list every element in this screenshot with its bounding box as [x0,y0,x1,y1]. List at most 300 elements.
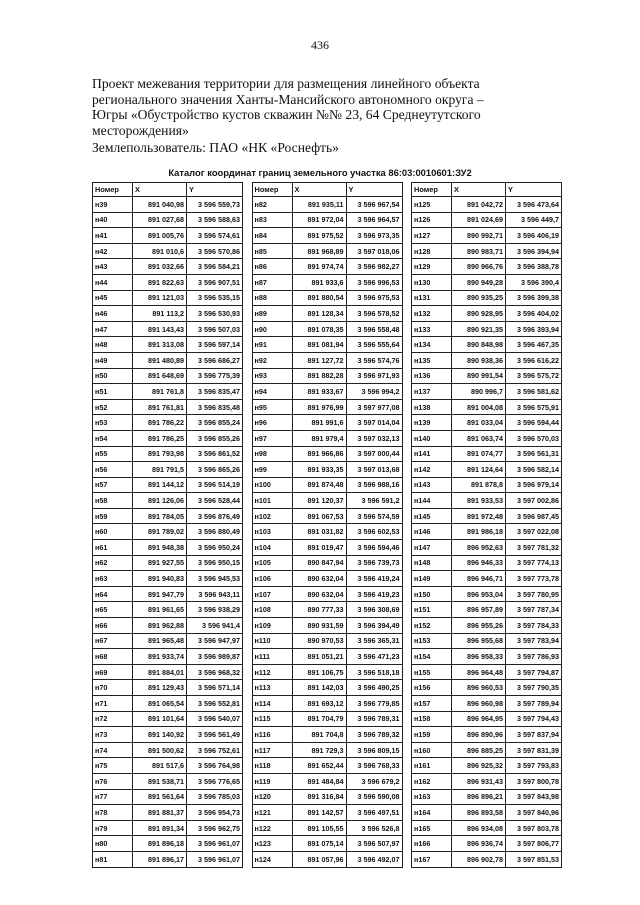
coord-y: 3 596 575,91 [506,399,562,415]
point-number: н141 [412,446,452,462]
point-number: н158 [412,711,452,727]
coord-y: 3 596 941,4 [187,618,243,634]
coord-y: 3 596 964,57 [346,212,402,228]
table-row [93,602,243,618]
coord-y: 3 597 000,44 [346,446,402,462]
coord-y: 3 596 394,49 [346,618,402,634]
table-row [252,430,402,446]
table-row [412,259,562,275]
point-number: н42 [93,243,133,259]
table-row [252,555,402,571]
coord-x: 896 925,32 [452,758,506,774]
table-row [252,602,402,618]
coord-x: 891 948,38 [133,540,187,556]
table-row [412,773,562,789]
table-row [252,633,402,649]
point-number: н145 [412,508,452,524]
point-number: н112 [252,664,292,680]
point-number: н89 [252,306,292,322]
table-row [412,212,562,228]
point-number: н151 [412,602,452,618]
coord-y: 3 596 954,73 [187,805,243,821]
point-number: н105 [252,555,292,571]
coord-y: 3 597 789,94 [506,696,562,712]
coord-x: 896 957,89 [452,602,506,618]
header-line: Проект межевания территории для размещения линейного объекта [92,76,480,91]
coord-x: 891 704,79 [292,711,346,727]
table-row [252,321,402,337]
coord-y: 3 596 861,52 [187,446,243,462]
table-row [252,477,402,493]
point-number: н98 [252,446,292,462]
coord-x: 891 033,04 [452,415,506,431]
table-row [252,337,402,353]
point-number: н106 [252,571,292,587]
table-row [252,524,402,540]
coord-y: 3 596 996,53 [346,274,402,290]
table-row [412,602,562,618]
coord-y: 3 597 787,34 [506,602,562,618]
coord-x: 891 120,37 [292,493,346,509]
coord-y: 3 596 574,59 [346,508,402,524]
coord-y: 3 597 780,95 [506,586,562,602]
point-number: н45 [93,290,133,306]
table-row [252,462,402,478]
coord-x: 891 124,64 [452,462,506,478]
coord-x: 896 896,21 [452,789,506,805]
coord-x: 891 972,04 [292,212,346,228]
coord-y: 3 596 507,97 [346,836,402,852]
coord-y: 3 596 602,53 [346,524,402,540]
coord-y: 3 596 776,65 [187,773,243,789]
coord-y: 3 597 837,94 [506,727,562,743]
coordinate-table [411,182,562,868]
point-number: н138 [412,399,452,415]
coord-y: 3 596 574,76 [346,352,402,368]
point-number: н49 [93,352,133,368]
table-row [93,664,243,680]
coord-x: 896 953,04 [452,586,506,602]
coord-y: 3 596 399,38 [506,290,562,306]
table-row [93,462,243,478]
coord-y: 3 596 945,53 [187,571,243,587]
header-line: месторождения» [92,122,189,138]
point-number: н134 [412,337,452,353]
coord-x: 896 964,48 [452,664,506,680]
table-row [93,212,243,228]
coord-x: 891 063,74 [452,430,506,446]
point-number: н70 [93,680,133,696]
coord-y: 3 596 943,11 [187,586,243,602]
table-row [93,384,243,400]
coord-x: 891 065,54 [133,696,187,712]
table-row [412,540,562,556]
coord-y: 3 596 559,73 [187,197,243,213]
coord-x: 891 786,22 [133,415,187,431]
coord-y: 3 596 950,15 [187,555,243,571]
point-number: н120 [252,789,292,805]
table-row [412,820,562,836]
coord-x: 896 960,98 [452,696,506,712]
coord-y: 3 596 584,21 [187,259,243,275]
point-number: н51 [93,384,133,400]
coordinate-table [252,182,403,868]
table-row [93,197,243,213]
table-row [412,524,562,540]
column-header-x: X [133,183,187,197]
point-number: н136 [412,368,452,384]
coord-y: 3 596 591,2 [346,493,402,509]
point-number: н159 [412,727,452,743]
coord-y: 3 597 014,04 [346,415,402,431]
point-number: н114 [252,696,292,712]
coord-x: 891 975,52 [292,228,346,244]
point-number: н104 [252,540,292,556]
table-row [252,352,402,368]
table-row [252,851,402,867]
coord-x: 891 316,84 [292,789,346,805]
coord-x: 890 935,25 [452,290,506,306]
coord-y: 3 596 588,63 [187,212,243,228]
coord-x: 896 952,63 [452,540,506,556]
coord-x: 896 902,78 [452,851,506,867]
table-row [252,711,402,727]
coord-x: 891 693,12 [292,696,346,712]
point-number: н67 [93,633,133,649]
coord-x: 891 032,66 [133,259,187,275]
coord-x: 896 955,68 [452,633,506,649]
coord-y: 3 597 022,08 [506,524,562,540]
table-row [412,228,562,244]
coord-x: 890 949,28 [452,274,506,290]
coord-y: 3 596 581,62 [506,384,562,400]
coord-x: 890 991,54 [452,368,506,384]
coord-y: 3 596 971,93 [346,368,402,384]
coord-x: 891 974,74 [292,259,346,275]
coord-y: 3 597 786,93 [506,649,562,665]
table-row [412,789,562,805]
coord-y: 3 596 590,08 [346,789,402,805]
coord-x: 891 884,01 [133,664,187,680]
point-number: н162 [412,773,452,789]
table-row [93,274,243,290]
coord-y: 3 596 975,53 [346,290,402,306]
coord-x: 891 966,86 [292,446,346,462]
table-row [412,727,562,743]
coord-x: 891 126,06 [133,493,187,509]
point-number: н107 [252,586,292,602]
point-number: н140 [412,430,452,446]
point-number: н39 [93,197,133,213]
table-row [252,446,402,462]
table-row [93,773,243,789]
table-row [412,399,562,415]
table-row [93,259,243,275]
coord-y: 3 596 492,07 [346,851,402,867]
point-number: н123 [252,836,292,852]
coord-y: 3 596 947,97 [187,633,243,649]
point-number: н156 [412,680,452,696]
coord-y: 3 596 449,7 [506,212,562,228]
coord-x: 891 480,89 [133,352,187,368]
coord-y: 3 597 784,33 [506,618,562,634]
table-row [412,384,562,400]
point-number: н167 [412,851,452,867]
table-row [412,430,562,446]
coord-y: 3 596 950,24 [187,540,243,556]
coord-x: 896 960,53 [452,680,506,696]
table-row [93,633,243,649]
table-row [412,352,562,368]
coord-y: 3 596 855,24 [187,415,243,431]
table-row [93,540,243,556]
coord-y: 3 597 800,78 [506,773,562,789]
coord-x: 891 882,28 [292,368,346,384]
table-row [412,742,562,758]
table-row [93,696,243,712]
coord-y: 3 596 507,03 [187,321,243,337]
column-header-number: Номер [93,183,133,197]
coord-y: 3 596 876,49 [187,508,243,524]
table-row [412,197,562,213]
coord-y: 3 596 962,75 [187,820,243,836]
coord-x: 896 934,08 [452,820,506,836]
table-row [412,462,562,478]
point-number: н75 [93,758,133,774]
point-number: н41 [93,228,133,244]
point-number: н50 [93,368,133,384]
document-header [92,76,562,156]
table-row [93,836,243,852]
point-number: н79 [93,820,133,836]
coord-y: 3 596 764,98 [187,758,243,774]
point-number: н125 [412,197,452,213]
coord-y: 3 596 686,27 [187,352,243,368]
coord-y: 3 596 390,4 [506,274,562,290]
coord-x: 891 538,71 [133,773,187,789]
table-row [252,508,402,524]
coord-y: 3 596 961,07 [187,836,243,852]
coord-y: 3 596 789,32 [346,727,402,743]
coord-y: 3 596 907,51 [187,274,243,290]
coord-x: 890 921,35 [452,321,506,337]
coord-x: 896 955,26 [452,618,506,634]
point-number: н150 [412,586,452,602]
coord-x: 890 966,76 [452,259,506,275]
coord-y: 3 596 785,03 [187,789,243,805]
coord-y: 3 596 558,48 [346,321,402,337]
coord-x: 891 822,63 [133,274,187,290]
table-row [412,337,562,353]
table-row [252,649,402,665]
table-row [93,290,243,306]
coord-y: 3 597 773,78 [506,571,562,587]
coord-y: 3 596 473,64 [506,197,562,213]
coord-y: 3 596 574,61 [187,228,243,244]
table-row [412,243,562,259]
column-header-number: Номер [412,183,452,197]
point-number: н57 [93,477,133,493]
coord-y: 3 597 806,77 [506,836,562,852]
coord-x: 896 890,96 [452,727,506,743]
coord-x: 890 992,71 [452,228,506,244]
column-header-number: Номер [252,183,292,197]
table-row [412,680,562,696]
table-row [252,493,402,509]
coord-y: 3 596 471,23 [346,649,402,665]
coord-y: 3 596 739,73 [346,555,402,571]
point-number: н108 [252,602,292,618]
header-line: регионального значения Ханты-Мансийского автономного округа – [92,91,484,107]
point-number: н115 [252,711,292,727]
table-row [412,555,562,571]
point-number: н64 [93,586,133,602]
coord-y: 3 596 775,39 [187,368,243,384]
table-row [252,696,402,712]
point-number: н101 [252,493,292,509]
coord-x: 891 027,68 [133,212,187,228]
point-number: н109 [252,618,292,634]
point-number: н99 [252,462,292,478]
point-number: н165 [412,820,452,836]
table-row [93,306,243,322]
table-row [252,680,402,696]
point-number: н160 [412,742,452,758]
coord-x: 891 067,53 [292,508,346,524]
coord-x: 891 891,34 [133,820,187,836]
header-line: Югры «Обустройство кустов скважин №№ 23, 64 Среднеутутского [92,107,481,123]
table-row [93,399,243,415]
point-number: н96 [252,415,292,431]
point-number: н129 [412,259,452,275]
coord-x: 896 936,74 [452,836,506,852]
table-row [93,618,243,634]
table-row [252,758,402,774]
point-number: н61 [93,540,133,556]
point-number: н164 [412,805,452,821]
coord-y: 3 597 790,35 [506,680,562,696]
table-row [93,758,243,774]
table-header-row [93,183,243,197]
table-row [412,851,562,867]
coord-y: 3 596 679,2 [346,773,402,789]
coord-x: 891 081,94 [292,337,346,353]
table-row [93,711,243,727]
point-number: н119 [252,773,292,789]
point-number: н143 [412,477,452,493]
point-number: н154 [412,649,452,665]
coord-y: 3 597 002,86 [506,493,562,509]
coord-x: 891 927,55 [133,555,187,571]
table-row [412,368,562,384]
table-row [412,493,562,509]
coord-y: 3 597 781,32 [506,540,562,556]
coord-y: 3 596 616,22 [506,352,562,368]
point-number: н166 [412,836,452,852]
table-row [252,290,402,306]
coord-x: 890 931,59 [292,618,346,634]
column-header-x: X [452,183,506,197]
coord-x: 890 928,95 [452,306,506,322]
table-row [252,212,402,228]
coord-x: 891 761,81 [133,399,187,415]
coord-y: 3 596 406,19 [506,228,562,244]
coord-y: 3 596 979,14 [506,477,562,493]
coord-x: 891 074,77 [452,446,506,462]
table-row [412,274,562,290]
table-row [93,742,243,758]
coord-y: 3 597 018,06 [346,243,402,259]
coord-x: 891 121,03 [133,290,187,306]
point-number: н122 [252,820,292,836]
coord-y: 3 596 973,35 [346,228,402,244]
coord-x: 891 947,79 [133,586,187,602]
point-number: н88 [252,290,292,306]
table-row [93,524,243,540]
point-number: н77 [93,789,133,805]
page-number: 436 [311,38,329,52]
coord-y: 3 596 540,07 [187,711,243,727]
table-row [252,228,402,244]
coord-x: 891 761,8 [133,384,187,400]
table-row [412,321,562,337]
coord-x: 891 078,35 [292,321,346,337]
coord-x: 891 517,6 [133,758,187,774]
coord-y: 3 596 789,31 [346,711,402,727]
point-number: н102 [252,508,292,524]
coord-x: 890 983,71 [452,243,506,259]
table-row [412,836,562,852]
coord-y: 3 597 840,96 [506,805,562,821]
coord-y: 3 596 594,46 [346,540,402,556]
coord-x: 891 704,8 [292,727,346,743]
coord-x: 891 933,67 [292,384,346,400]
point-number: н155 [412,664,452,680]
table-row [412,805,562,821]
coord-x: 896 958,33 [452,649,506,665]
coord-x: 891 128,34 [292,306,346,322]
coord-x: 891 940,83 [133,571,187,587]
coord-x: 896 946,71 [452,571,506,587]
point-number: н65 [93,602,133,618]
column-header-y: Y [346,183,402,197]
point-number: н153 [412,633,452,649]
column-header-y: Y [187,183,243,197]
coord-y: 3 596 768,33 [346,758,402,774]
coord-y: 3 597 013,68 [346,462,402,478]
point-number: н40 [93,212,133,228]
point-number: н121 [252,805,292,821]
coord-x: 891 933,6 [292,274,346,290]
coord-y: 3 596 582,14 [506,462,562,478]
coord-x: 891 143,43 [133,321,187,337]
coord-y: 3 596 570,03 [506,430,562,446]
point-number: н131 [412,290,452,306]
point-number: н124 [252,851,292,867]
coord-y: 3 596 597,14 [187,337,243,353]
coord-x: 891 965,48 [133,633,187,649]
coord-y: 3 596 571,14 [187,680,243,696]
coord-x: 891 878,8 [452,477,506,493]
coord-y: 3 596 530,93 [187,306,243,322]
point-number: н59 [93,508,133,524]
column-header-x: X [292,183,346,197]
coord-x: 891 140,92 [133,727,187,743]
table-row [252,618,402,634]
coord-y: 3 596 419,23 [346,586,402,602]
table-row [93,477,243,493]
table-row [93,493,243,509]
